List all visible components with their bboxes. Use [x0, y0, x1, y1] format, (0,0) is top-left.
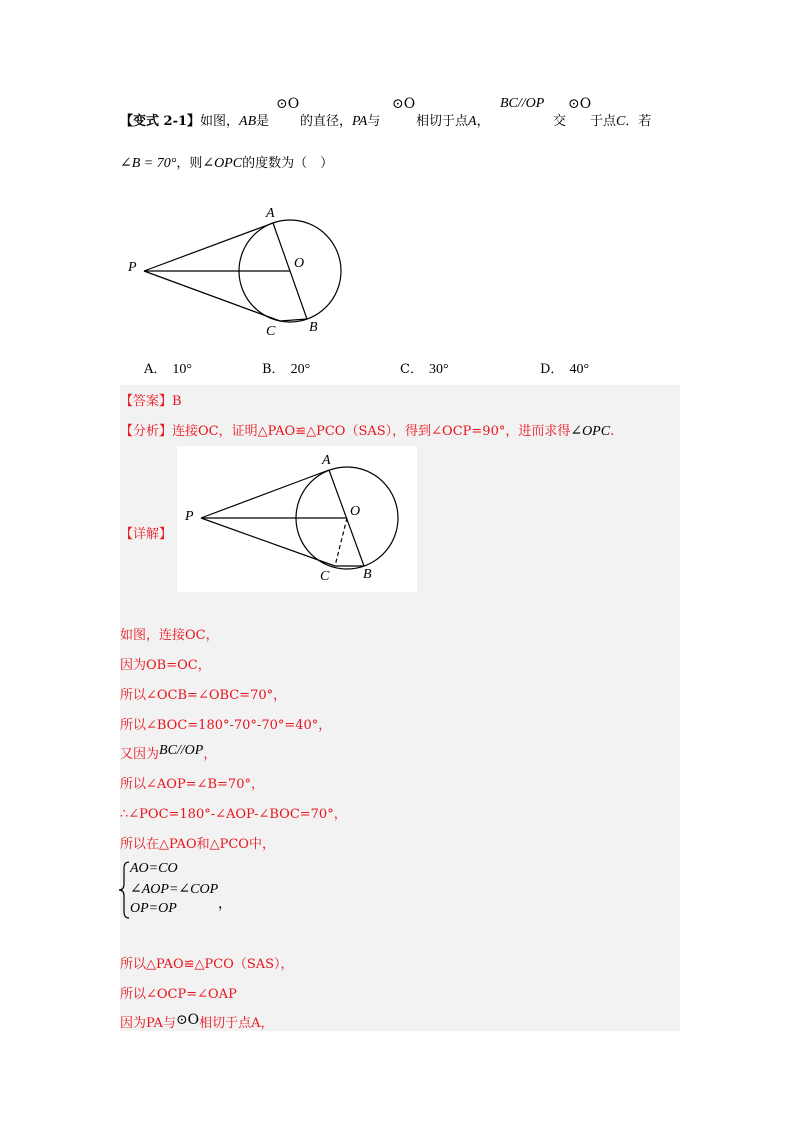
line-pc [144, 271, 280, 321]
question-line-1: 【变式 2-1】如图，AB是 [120, 114, 270, 129]
system-eq-3: OP=OP [130, 901, 177, 916]
label-p: P [128, 260, 137, 275]
detail-line-1: 如图，连接OC， [120, 628, 219, 643]
detail-line-8: 所以在△PAO和△PCO中， [120, 837, 275, 852]
detail-label-p: P [185, 509, 194, 524]
answer-value: B [172, 394, 182, 409]
detail-line-pc [201, 518, 335, 566]
question-figure [120, 200, 360, 350]
detail-tangent-pa [201, 470, 329, 518]
answer-line: 【答案】B [120, 394, 182, 409]
question-line-1d: 于点C．若 [590, 114, 652, 129]
detail-tag: 【详解】 [120, 527, 173, 542]
option-d[interactable]: D． 40° [540, 362, 590, 377]
detail-label-b: B [363, 567, 372, 582]
question-line-1c: 相切于点A， [416, 114, 490, 129]
detail-dashed-oc [335, 518, 347, 566]
label-a: A [266, 206, 275, 221]
system-eq-1: AO=CO [130, 861, 178, 876]
circle-symbol-1: ⊙O [276, 96, 300, 112]
option-b[interactable]: B． 20° [262, 362, 311, 377]
detail-line-2: 因为OB=OC， [120, 658, 211, 673]
detail-line-9: 所以△PAO≌△PCO（SAS）， [120, 957, 294, 972]
detail-label-c: C [320, 569, 330, 584]
system-eq-2: ∠AOP=∠COP [130, 882, 219, 897]
detail-line-6: 所以∠AOP=∠B=70°， [120, 777, 264, 792]
question-line-2: ∠B = 70°，则∠OPC的度数为（ ） [120, 156, 334, 171]
detail-line-4: 所以∠BOC=180°-70°-70°=40°， [120, 718, 332, 733]
parallel-expr: BC//OP [500, 96, 545, 111]
option-c[interactable]: C． 30° [400, 362, 449, 377]
tangent-pa [144, 223, 273, 271]
question-line-1b: 的直径，PA与 [300, 114, 381, 129]
analysis-line: 【分析】连接OC，证明△PAO≌△PCO（SAS），得到∠OCP=90°，进而求得∠OPC. [120, 424, 615, 439]
question-jiao: 交 [553, 114, 567, 129]
circle-symbol-3: ⊙O [568, 96, 592, 112]
label-b: B [309, 320, 318, 335]
circle-symbol-2: ⊙O [392, 96, 416, 112]
detail-figure [177, 446, 417, 592]
detail-line-5: 又因为BC//OP， [120, 743, 217, 762]
label-c: C [266, 324, 276, 339]
system-end: ， [218, 897, 232, 912]
detail-label-a: A [322, 453, 331, 468]
detail-line-10: 所以∠OCP=∠OAP [120, 987, 237, 1002]
detail-label-o: O [350, 504, 361, 519]
label-o: O [294, 256, 305, 271]
question-tag: 【变式 2-1】 [120, 114, 201, 129]
detail-line-7: ∴∠POC=180°-∠AOP-∠BOC=70°， [120, 807, 347, 822]
option-a[interactable]: A． 10° [144, 362, 192, 377]
detail-line-11: 因为PA与⊙O相切于点A， [120, 1012, 274, 1031]
detail-line-3: 所以∠OCB=∠OBC=70°， [120, 688, 287, 703]
